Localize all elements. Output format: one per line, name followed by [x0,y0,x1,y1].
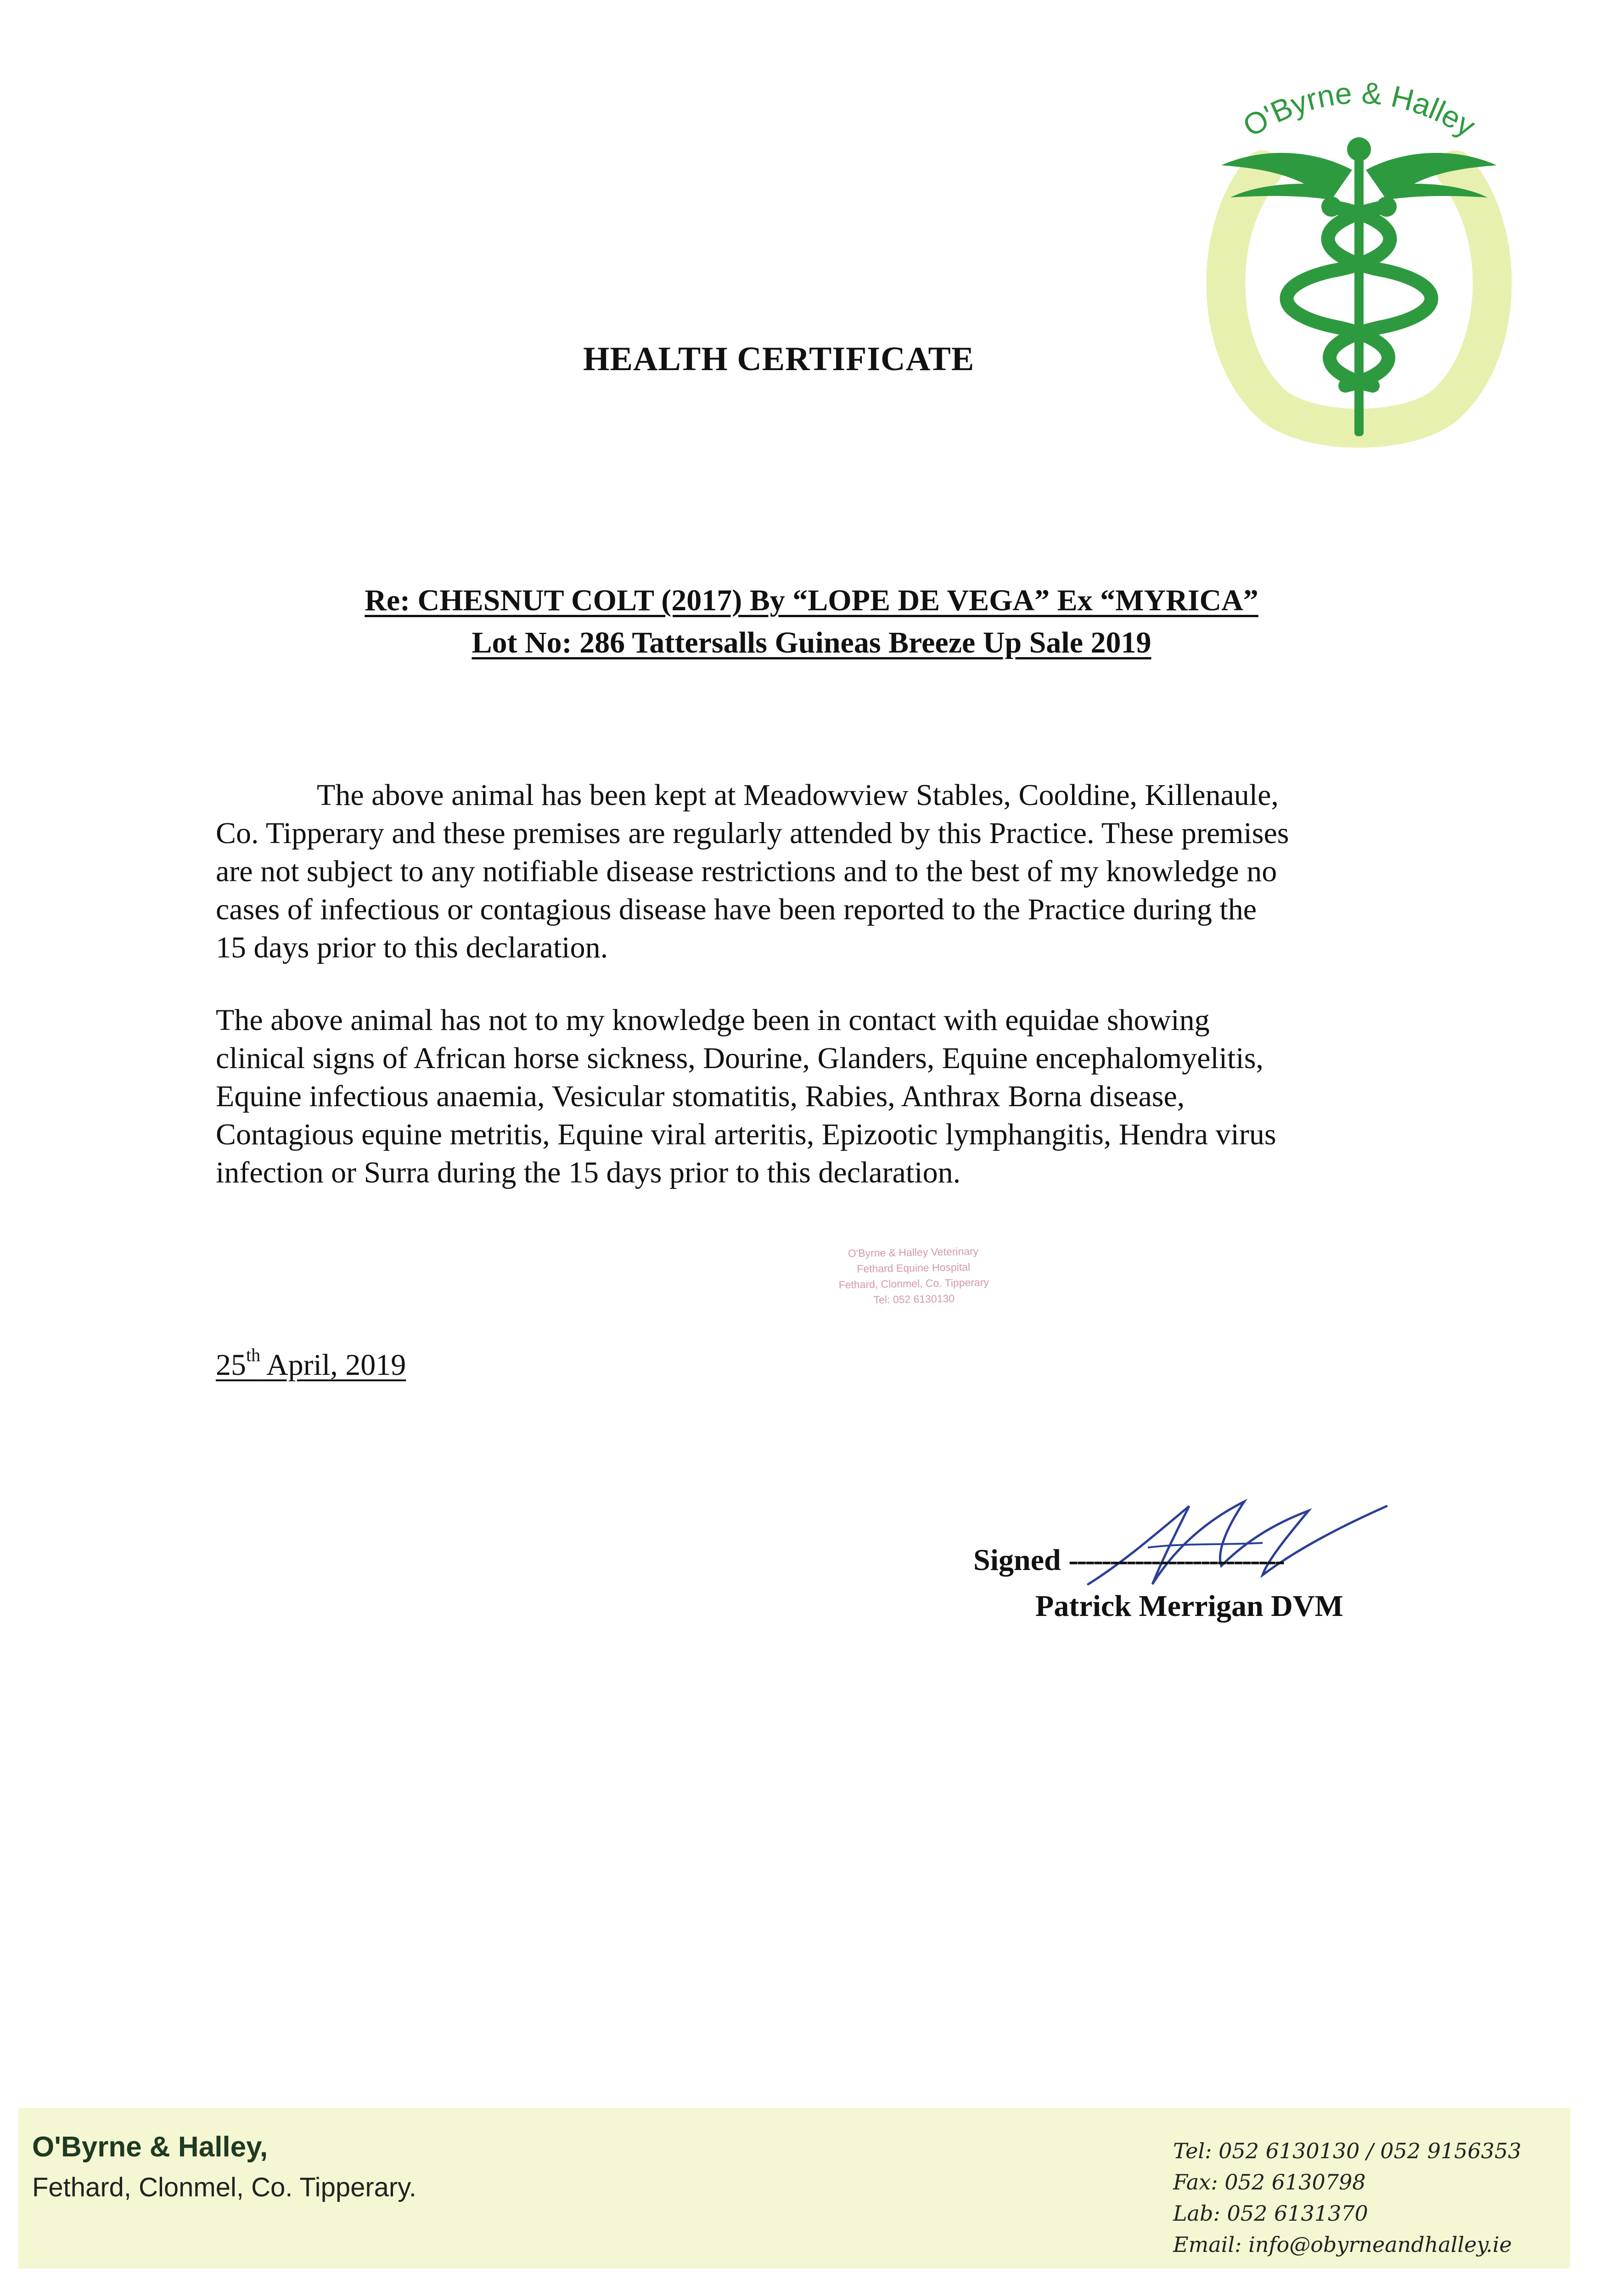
paragraph-line: The above animal has been kept at Meadowview Stables, Cooldine, Killenaule, [317,778,1279,812]
footer-lab: Lab: 052 6131370 [1173,2201,1368,2226]
paragraph-line: cases of infectious or contagious disease have been reported to the Practice during the [216,893,1257,926]
footer-email[interactable]: Email: info@obyrneandhalley.ie [1173,2232,1512,2257]
footer-fax: Fax: 052 6130798 [1173,2170,1366,2195]
footer-address: Fethard, Clonmel, Co. Tipperary. [32,2172,417,2202]
logo-text: O'Byrne & Halley [1237,75,1482,143]
signature-dashes: -------------------------- [1068,1543,1283,1577]
paragraph-line: Equine infectious anaemia, Vesicular stomatitis, Rabies, Anthrax Borna disease, [216,1080,1185,1113]
paragraph-line: are not subject to any notifiable disease restrictions and to the best of my knowledge no [216,855,1277,888]
reference-lot: Lot No: 286 Tattersalls Guineas Breeze Up Sale 2019 [472,626,1151,659]
paragraph-premises [216,776,1419,967]
signature-line [973,1543,1283,1578]
caduceus-logo-icon [1194,55,1524,450]
paragraph-diseases [216,1001,1419,1192]
paragraph-line: 15 days prior to this declaration. [216,931,608,964]
paragraph-line: The above animal has not to my knowledge been in contact with equidae showing [216,1003,1210,1037]
signatory-name: Patrick Merrigan DVM [1035,1589,1343,1623]
paragraph-line: clinical signs of African horse sickness, Dourine, Glanders, Equine encephalomyelitis, [216,1041,1264,1075]
practice-stamp: O'Byrne & Halley Veterinary Fethard Equine Hospital Fethard, Clonmel, Co. Tipperary Tel: 052 6130130 [838,1245,989,1306]
footer-tel: Tel: 052 6130130 / 052 9156353 [1173,2138,1522,2163]
document-title: HEALTH CERTIFICATE [583,340,975,378]
certificate-date: 25th April, 2019 [216,1345,406,1382]
reference-horse: Re: CHESNUT COLT (2017) By “LOPE DE VEGA” Ex “MYRICA” [365,584,1258,617]
paragraph-line: Contagious equine metritis, Equine viral arteritis, Epizootic lymphangitis, Hendra virus [216,1118,1276,1151]
letterhead-footer [18,2108,1570,2268]
paragraph-line: infection or Surra during the 15 days prior to this declaration. [216,1156,961,1189]
practice-logo [1194,55,1524,450]
signature-label: Signed [973,1543,1061,1577]
footer-practice-name: O'Byrne & Halley, [32,2131,268,2163]
footer-contacts [1173,2135,1521,2260]
paragraph-line: Co. Tipperary and these premises are regularly attended by this Practice. These premises [216,816,1289,850]
